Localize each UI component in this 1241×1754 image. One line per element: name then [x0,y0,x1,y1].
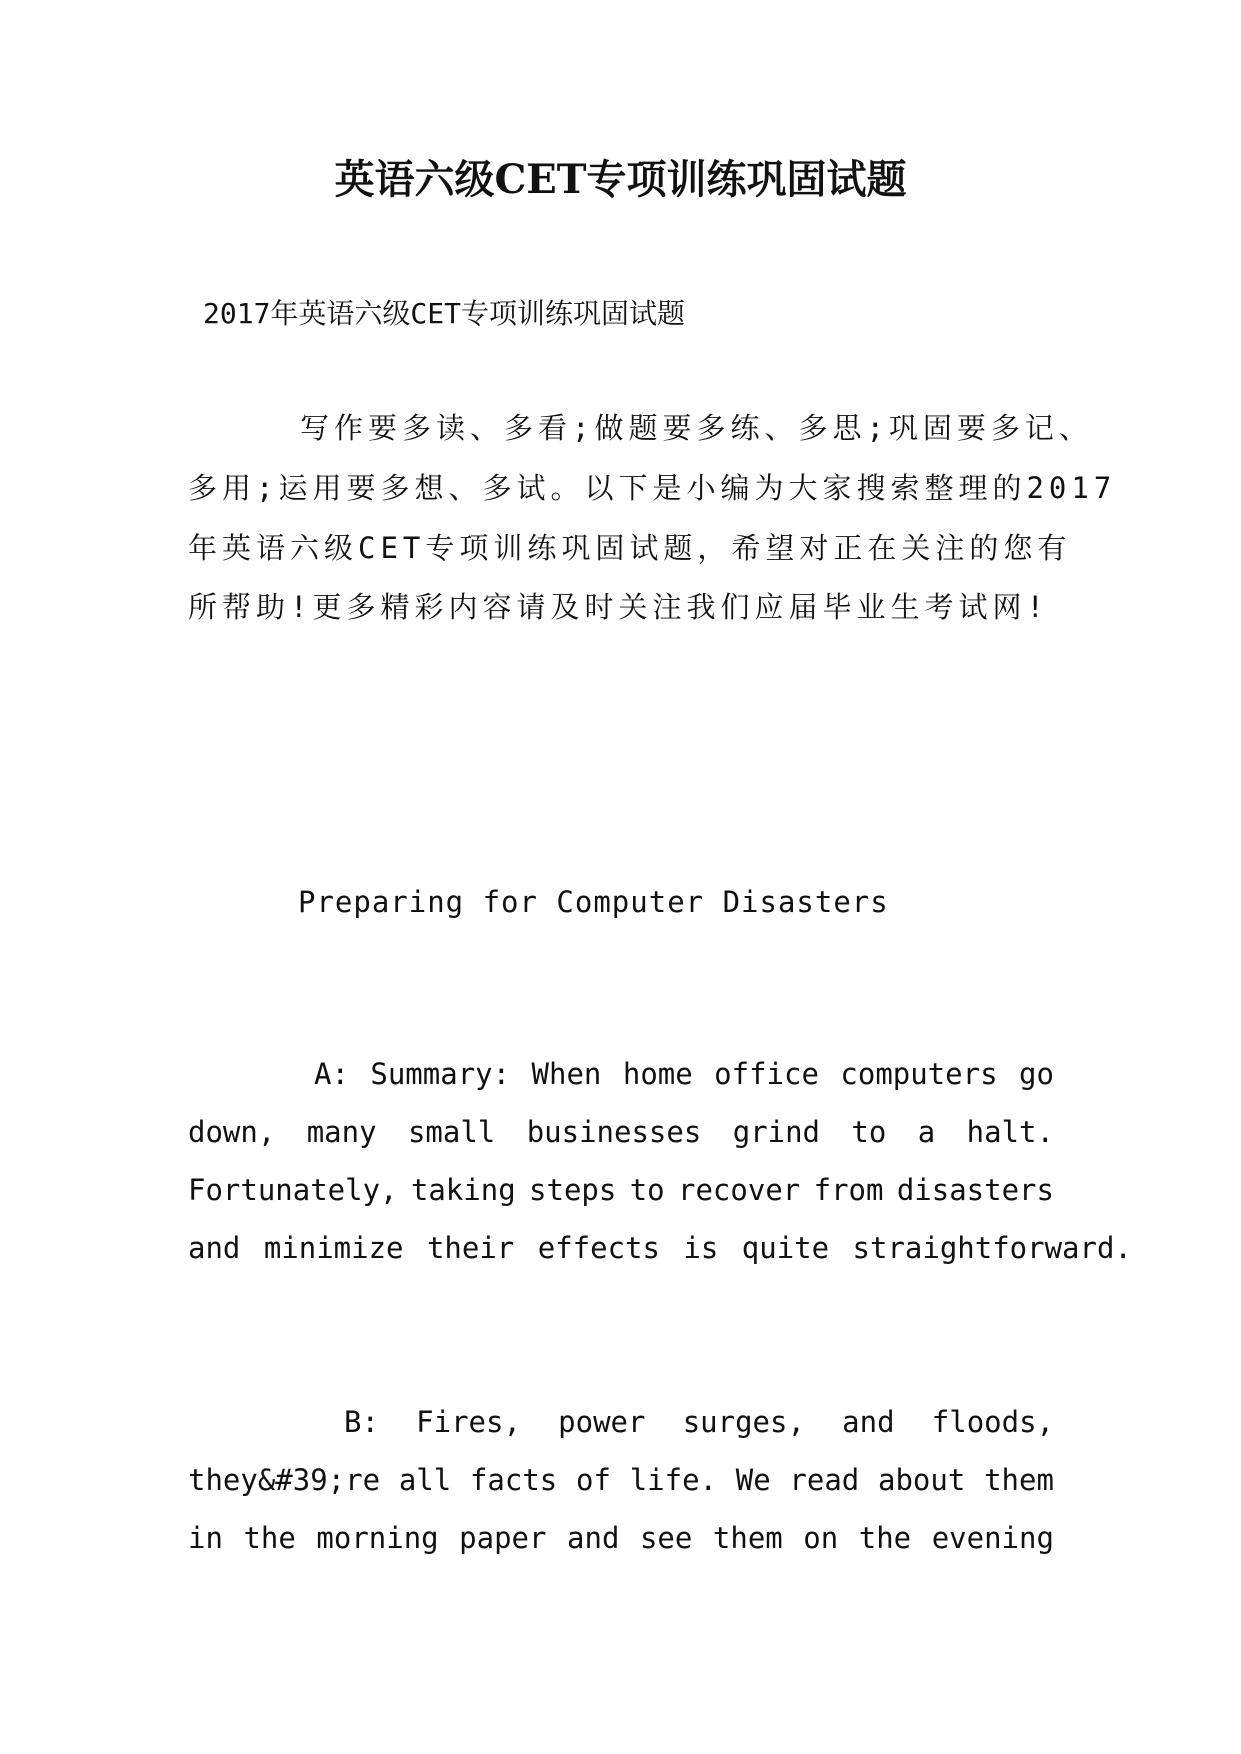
word: the [858,1521,912,1555]
word: Fires, [416,1405,521,1439]
word: them [984,1463,1054,1497]
word: recover [678,1173,801,1207]
intro-line: 所帮助!更多精彩内容请及时关注我们应届毕业生考试网! [188,590,1049,624]
word: home [622,1057,693,1091]
word: surges, [682,1405,805,1439]
word: floods, [931,1405,1054,1439]
word: about [878,1463,966,1497]
paragraph-line [188,1112,1054,1152]
word: read [789,1463,860,1497]
page-title: 英语六级CET专项训练巩固试题 [334,156,907,203]
word: We [735,1463,771,1497]
intro-line: 多用;运用要多想、多试。以下是小编为大家搜索整理的2017 [188,471,1117,505]
word: many [306,1115,377,1149]
word: the [243,1521,296,1555]
section-heading: Preparing for Computer Disasters [298,885,889,919]
word: all [398,1463,452,1497]
intro-line: 写作要多读、多看;做题要多练、多思;巩固要多记、 [300,411,1093,445]
word: a [917,1115,936,1149]
word: office [714,1057,819,1091]
word: evening [931,1521,1054,1555]
paragraph-line [188,1170,1054,1210]
paragraph-line: and minimize their effects is quite straightforward. [188,1231,1132,1265]
paragraph-line [344,1402,1054,1442]
word: from [813,1173,884,1207]
word: on [803,1521,839,1555]
word: down, [188,1115,276,1149]
word: When [531,1057,602,1091]
word: they&#39;re [188,1463,381,1497]
word: power [558,1405,646,1439]
word: to [851,1115,887,1149]
subtitle: 2017年英语六级CET专项训练巩固试题 [203,297,686,330]
word: to [629,1173,665,1207]
word: morning [316,1521,439,1555]
word: go [1019,1057,1054,1091]
word: halt. [966,1115,1054,1149]
word: B: [344,1405,379,1439]
word: Fortunately, [188,1173,398,1207]
word: computers [840,1057,998,1091]
word: grind [732,1115,821,1149]
word: steps [529,1173,617,1207]
word: A: [314,1057,349,1091]
word: in [188,1521,223,1555]
paragraph-line [188,1460,1054,1500]
paragraph-line [188,1518,1054,1558]
word: taking [410,1173,516,1207]
word: paper [459,1521,547,1555]
word: facts [469,1463,558,1497]
word: and [567,1521,620,1555]
word: Summary: [370,1057,511,1091]
word: of [576,1463,611,1497]
word: and [842,1405,895,1439]
word: small [407,1115,496,1149]
word: see [639,1521,693,1555]
word: businesses [526,1115,702,1149]
intro-line: 年英语六级CET专项训练巩固试题，希望对正在关注的您有 [188,531,1072,565]
word: disasters [896,1173,1054,1207]
word: them [712,1521,783,1555]
paragraph-line [314,1054,1054,1094]
word: life. [629,1463,717,1497]
